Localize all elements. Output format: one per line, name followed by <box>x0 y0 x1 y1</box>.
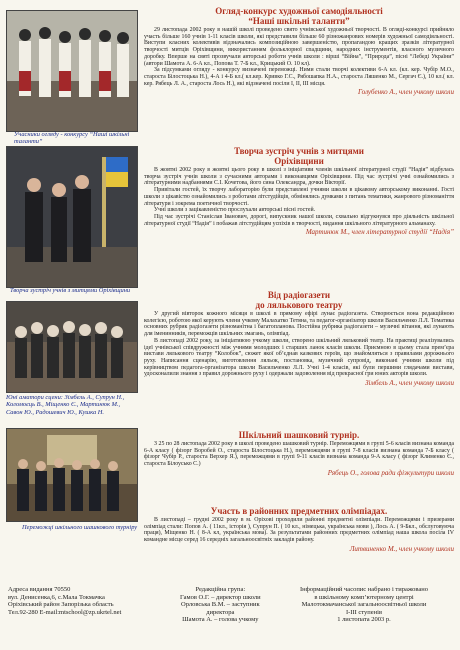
article-title: Участь в районних предметних олімпіадах. <box>210 506 388 516</box>
article-creative-meeting <box>144 146 454 236</box>
article-body: В жовтні 2002 року в жовтні цього року в школі з ініціативи членів шкільної літературної студії “Надія” відбулась творча зустріч учнів школи з сучасними авторами і виконавцями Оріхівщини. Під час зустрічі учні ознайомились з літературними надбаннями С.І. Кочетова, його сина Олександра, дочки Вікторії. Привітали гостей, їх творчу лабораторію були представлені учнями школи в цікавому авторському виконанні. Гості школи з цікавістю ознайомились з роботами літстудійців, обмінялись думками з питань тематики, жанрового різноманіття літератури і зокрема поетичної творчості. Учні школи з зацікавленістю прослухали авторські пісні гостей. Під час зустрічі Станіслав Іванович, дорогі, випускник нашої школи, схвально відгукнувся про діяльність шкільної літературної студії “Надія” і побажав літстудійцям успіхів в творчості, видання шкільного літературного альманаху. <box>144 167 454 227</box>
article-body: У другий вівторок кожного місяця в школі в прямому ефірі лунає радіогазета. Створюється вона редакційною колегією, роботою якої керують члени учкому Малахатко Тетяна, та педагог-організатор школи Васильченко Л.Л. Тематика основних рубрик радіогазети різноманітна і багатопланова. Постійна рубрика радіогазети – музичні вітання, які лунають для іменинників, переможців шкільних змагань, олімпіад. В листопаді 2002 року, за ініціативою учкому школи, створено шкільний ляльковий театр. На практиці реалізувались ідеї учнівської співдружності між учнями молодших і старших ланок класів школи. Приємною в цьому стала прем’єра вистави лялькового театру “Колобок”, сюжет якої об’єднав казкових героїв, що знайомляться з правилами дорожнього руху. Написання сценарію, виготовлення ляльок, постановка, музичний супровід, виконані учнями школи під керівництвом педагога-організатора школи Васильченко Л.Л. Учні 1-4 класів, які були першими глядачами вистави, удосконалили знання з правил дорожнього руху і одержали задоволення від прекрасної гри юних акторів школи. <box>144 311 454 378</box>
photo-checkers-tournament <box>6 428 138 522</box>
footer-editorial: Редакційна група: Гамов О.Г. – директор школи Орловська В.М. – заступник директора Шамота А. – голова учкому <box>180 586 261 624</box>
photo-puppet-theatre <box>6 301 138 393</box>
caption-puppet-theatre: Юні аматори сцени: Зімбель А., Супрун Н., Коломоєць В., Міщенко Є., Мартинюк М., Савон Ю., Радошевич Ю., Кушка Н. <box>6 394 125 416</box>
article-title: Огляд-конкурс художньої самодіяльності “Наші шкільні таланти” <box>215 6 383 26</box>
article-body: В листопаді – грудні 2002 року в м. Оріхові проходили районні предметні олімпіади. Переможцями і призерами олімпіад стали: Попов А. ( 11кл., історія ), Супрун П. ( 10 кл., німецька, українська мови ), Лось А. ( 9-Бкл., обслуговуюча праця), Міщенко Н. ( 8-А кл, українська мова). За результатами районних предметних олімпіад наша школа посіла IV командне місце серед 16 середніх загальноосвітніх закладів району. <box>144 517 454 544</box>
article-talent-contest <box>144 6 454 96</box>
article-puppet-theatre <box>144 290 454 387</box>
footer-info: Інформаційний часопис набрано і тиражовано в шкільному комп’ютерному центрі Малотокмачанської загальноосвітньої школи I-III ступенів 1 листопата 2003 р. <box>300 586 429 624</box>
article-signature: Рябець О., голова ради фізкультури школи <box>327 468 454 477</box>
article-title: Творча зустріч учнів з митцями Оріхівщини <box>234 146 364 166</box>
article-signature: Голубенко А., член учкому школи <box>358 88 454 97</box>
caption-creative-meeting: Творча зустріч учнів з митцями Оріхівщини <box>10 287 131 294</box>
article-body: З 25 по 28 листопада 2002 року в школі проведено шашковий турнір. Переможцями в групі 5-6 класів визнана команда 6-А класу ( фізорг Воробей О., староста Білостоцька Н.), переможцями в групі 7-8 класів визнана команда 7-Б класу ( фізорг Чубір Р., староста Верхер Я.), переможцями в групі 9-11 класів визнана команда 9-А класу ( фізорг Клименко Є., староста Білоусько С.) <box>144 441 454 468</box>
article-title: Від радіогазети до лялькового театру <box>255 290 343 310</box>
caption-checkers-tournament: Переможці шкільного шашкового турніру <box>22 524 138 531</box>
caption-talent-contest: Учасники огляду - конкурсу “Наші шкільні таланти” <box>14 131 130 146</box>
article-signature: Литвиненко М., член учкому школи <box>349 544 454 553</box>
photo-creative-meeting <box>6 146 138 288</box>
article-signature: Зімбель А., член учкому школи <box>365 379 454 388</box>
article-signature: Мартинюк М., член літературної студії “Надія” <box>305 228 454 237</box>
article-body: 29 листопада 2002 року в нашій школі проведено свято учнівської художньої творчості. В огляді-конкурсі прийняло участь більше 160 учнів 1-11 класів школи, які представили більше 60 різножанрових номерів художньої самодіяльності. Виступи класних колективів відзначались композиційною завершеністю, пропагандою кращих зразків літературної творчості митців Оріхівщини, використанням фольклорної спадщини, народних інструментів, власного музичного доробку. Вперше на святі прозвучали авторські роботи учнів школи : вірші “Війна”, “Природа”, пісні “Лебеді України” (автори Шамота А. 6-А кл., Попова Т. 7-Б кл., Крицький О. 10 кл). За підсумками огляду - конкурсу визначені переможці. Ними стали творчі колективи 6-А кл. (кл. кер. Чубір М.О., староста Білостоцька Н.), 4-А і 4-Б кл.( кл.кер. Кривко Г.С., Рябошапка Н.А., староста Ляшенко М., Сергач Є.), 10 кл.( кл. кер. Рябець Л. А., староста Лось Н.), які відзначені посіли I, II, III місця. <box>144 27 454 87</box>
article-checkers-tournament <box>144 430 454 477</box>
article-olympiads <box>144 506 454 553</box>
footer-address: Адреса видання 70550 вул. Денисенка,6, с.Мала Токмачка Оріхівський район Запорізька область Тел.92-280 E-mail:mtschool@zp.ukrtel.net <box>8 586 122 616</box>
photo-talent-contest <box>6 10 138 132</box>
article-title: Шкільний шашковий турнір. <box>238 430 360 440</box>
publication-footer <box>0 586 460 646</box>
